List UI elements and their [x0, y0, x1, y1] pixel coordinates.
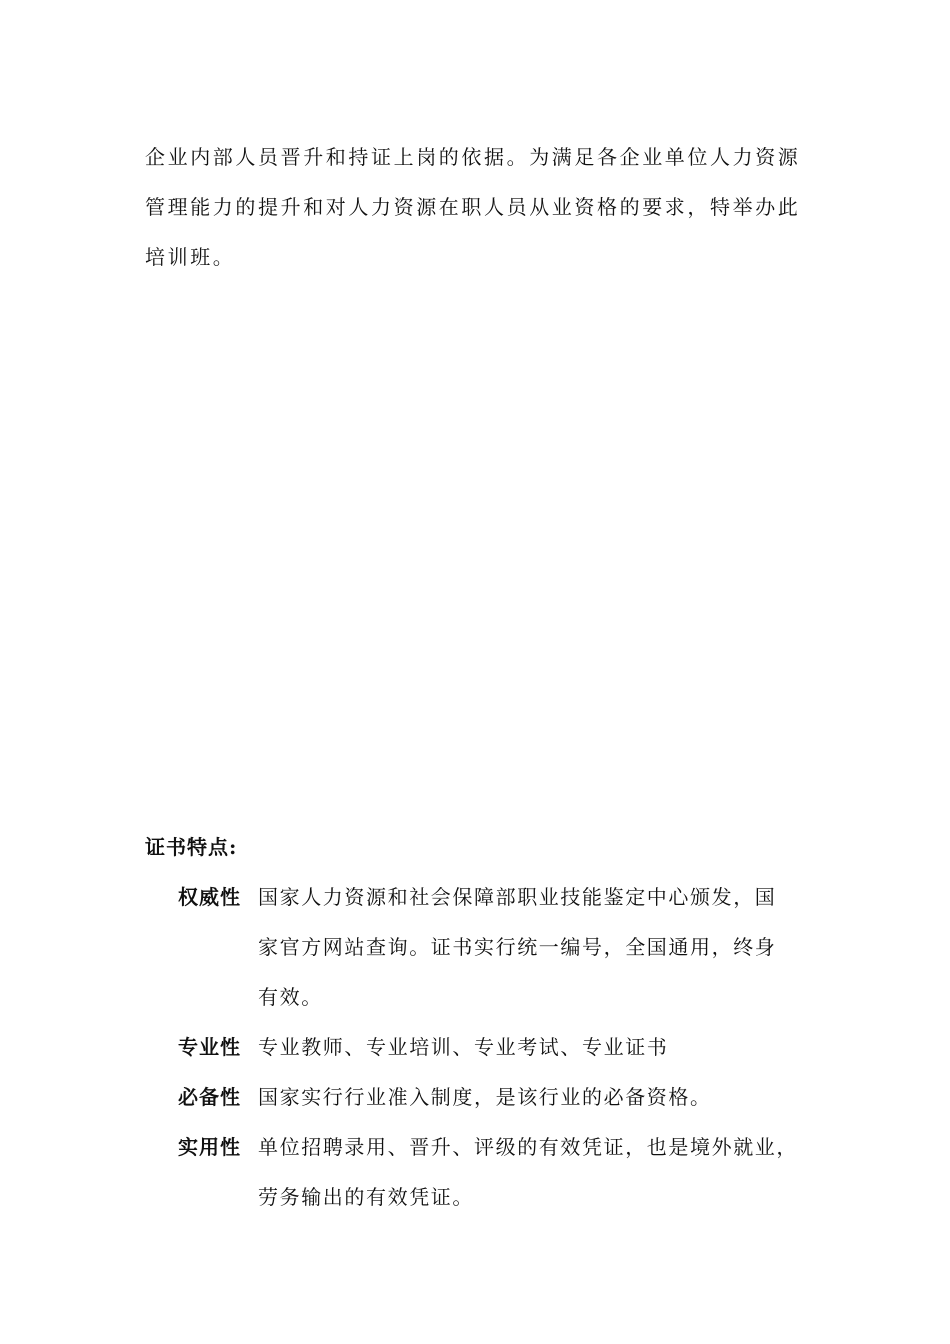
- intro-line: 培训班。: [145, 245, 236, 269]
- feature-text-line: 单位招聘录用、晋升、评级的有效凭证，也是境外就业，: [258, 1135, 798, 1159]
- feature-text-line: 劳务输出的有效凭证。: [258, 1185, 474, 1209]
- feature-text-line: 国家实行行业准入制度，是该行业的必备资格。: [258, 1085, 712, 1109]
- feature-description: [258, 1122, 838, 1222]
- feature-text-line: 专业教师、专业培训、专业考试、专业证书: [258, 1035, 669, 1059]
- feature-label: 必备性: [178, 1085, 241, 1109]
- feature-text-line: 家官方网站查询。证书实行统一编号，全国通用，终身: [258, 935, 777, 959]
- feature-text-line: 有效。: [258, 985, 323, 1009]
- feature-label: 实用性: [178, 1135, 241, 1159]
- feature-description: [258, 1022, 838, 1072]
- features-heading: 证书特点:: [145, 835, 238, 859]
- intro-line: 企业内部人员晋升和持证上岗的依据。为满足各企业单位人力资源: [145, 145, 801, 169]
- feature-label: 权威性: [178, 885, 241, 909]
- feature-text-line: 国家人力资源和社会保障部职业技能鉴定中心颁发，国: [258, 885, 777, 909]
- intro-line: 管理能力的提升和对人力资源在职人员从业资格的要求，特举办此: [145, 195, 801, 219]
- feature-description: [258, 872, 838, 1022]
- feature-description: [258, 1072, 838, 1122]
- feature-label: 专业性: [178, 1035, 241, 1059]
- intro-paragraph: [145, 132, 825, 282]
